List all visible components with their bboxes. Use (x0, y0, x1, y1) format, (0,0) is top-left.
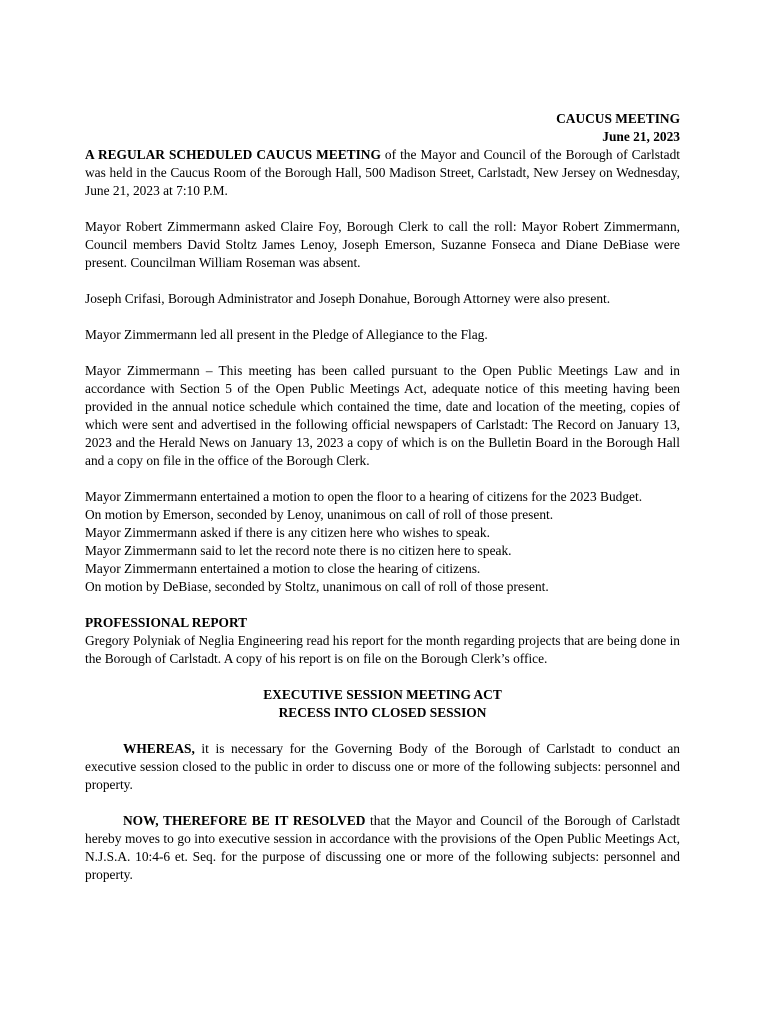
professional-report-text: Gregory Polyniak of Neglia Engineering read his report for the month regarding projects that are being done in the Borough of Carlstadt. A copy of his report is on file on the Borough Clerk’s office. (85, 633, 680, 666)
resolved-paragraph (85, 812, 680, 884)
hearing-line: On motion by Emerson, seconded by Lenoy, unanimous on call of roll of those present. (85, 507, 554, 522)
document-body (85, 110, 680, 902)
hearing-block (85, 488, 680, 596)
intro-paragraph (85, 146, 680, 200)
executive-session-heading: EXECUTIVE SESSION MEETING ACT (263, 687, 502, 702)
opma-statement-paragraph: Mayor Zimmermann – This meeting has been called pursuant to the Open Public Meetings Law and in accordance with Section 5 of the Open Public Meetings Act, adequate notice of this meeting having been provided in the annual notice schedule which contained the time, date and location of the meeting, copies of which were sent and advertised in the following official newspapers of Carlstadt: The Record on January 13, 2023 and the Herald News on January 13, 2023 a copy of which is on the Bulletin Board in the Borough Hall and a copy on file in the office of the Borough Clerk. (85, 363, 680, 468)
resolved-lead: NOW, THEREFORE BE IT RESOLVED (123, 813, 366, 828)
hearing-line: Mayor Zimmermann entertained a motion to open the floor to a hearing of citizens for the 2023 Budget. (85, 489, 643, 504)
also-present-paragraph: Joseph Crifasi, Borough Administrator and Joseph Donahue, Borough Attorney were also present. (85, 291, 611, 306)
hearing-line: Mayor Zimmermann asked if there is any citizen here who wishes to speak. (85, 525, 490, 540)
hearing-line: Mayor Zimmermann entertained a motion to close the hearing of citizens. (85, 561, 481, 576)
recess-heading: RECESS INTO CLOSED SESSION (278, 705, 487, 720)
meeting-title: CAUCUS MEETING (556, 111, 680, 126)
meeting-date: June 21, 2023 (602, 129, 680, 144)
resolved-text: that the Mayor and Council of the Borough of Carlstadt hereby moves to go into executive session in accordance with the provisions of the Open Public Meetings Act, N.J.S.A. 10:4-6 et. Seq. for the purpose of discussing one or more of the following subjects: personnel and property. (85, 813, 680, 882)
whereas-paragraph (85, 740, 680, 794)
intro-bold-lead: A REGULAR SCHEDULED CAUCUS MEETING (85, 147, 381, 162)
professional-report-heading: PROFESSIONAL REPORT (85, 615, 248, 630)
intro-text: of the Mayor and Council of the Borough of Carlstadt was held in the Caucus Room of the Borough Hall, 500 Madison Street, Carlstadt, New Jersey on Wednesday, June 21, 2023 at 7:10 P.M. (85, 147, 680, 198)
roll-call-paragraph: Mayor Robert Zimmermann asked Claire Foy, Borough Clerk to call the roll: Mayor Robert Zimmermann, Council members David Stoltz James Lenoy, Joseph Emerson, Suzanne Fonseca and Diane DeBiase were present. Councilman William Roseman was absent. (85, 219, 680, 270)
whereas-lead: WHEREAS, (123, 741, 195, 756)
hearing-line: On motion by DeBiase, seconded by Stoltz, unanimous on call of roll of those present. (85, 579, 549, 594)
hearing-line: Mayor Zimmermann said to let the record note there is no citizen here to speak. (85, 543, 512, 558)
whereas-text: it is necessary for the Governing Body of the Borough of Carlstadt to conduct an executive session closed to the public in order to discuss one or more of the following subjects: personnel and property. (85, 741, 680, 792)
pledge-paragraph: Mayor Zimmermann led all present in the Pledge of Allegiance to the Flag. (85, 327, 488, 342)
